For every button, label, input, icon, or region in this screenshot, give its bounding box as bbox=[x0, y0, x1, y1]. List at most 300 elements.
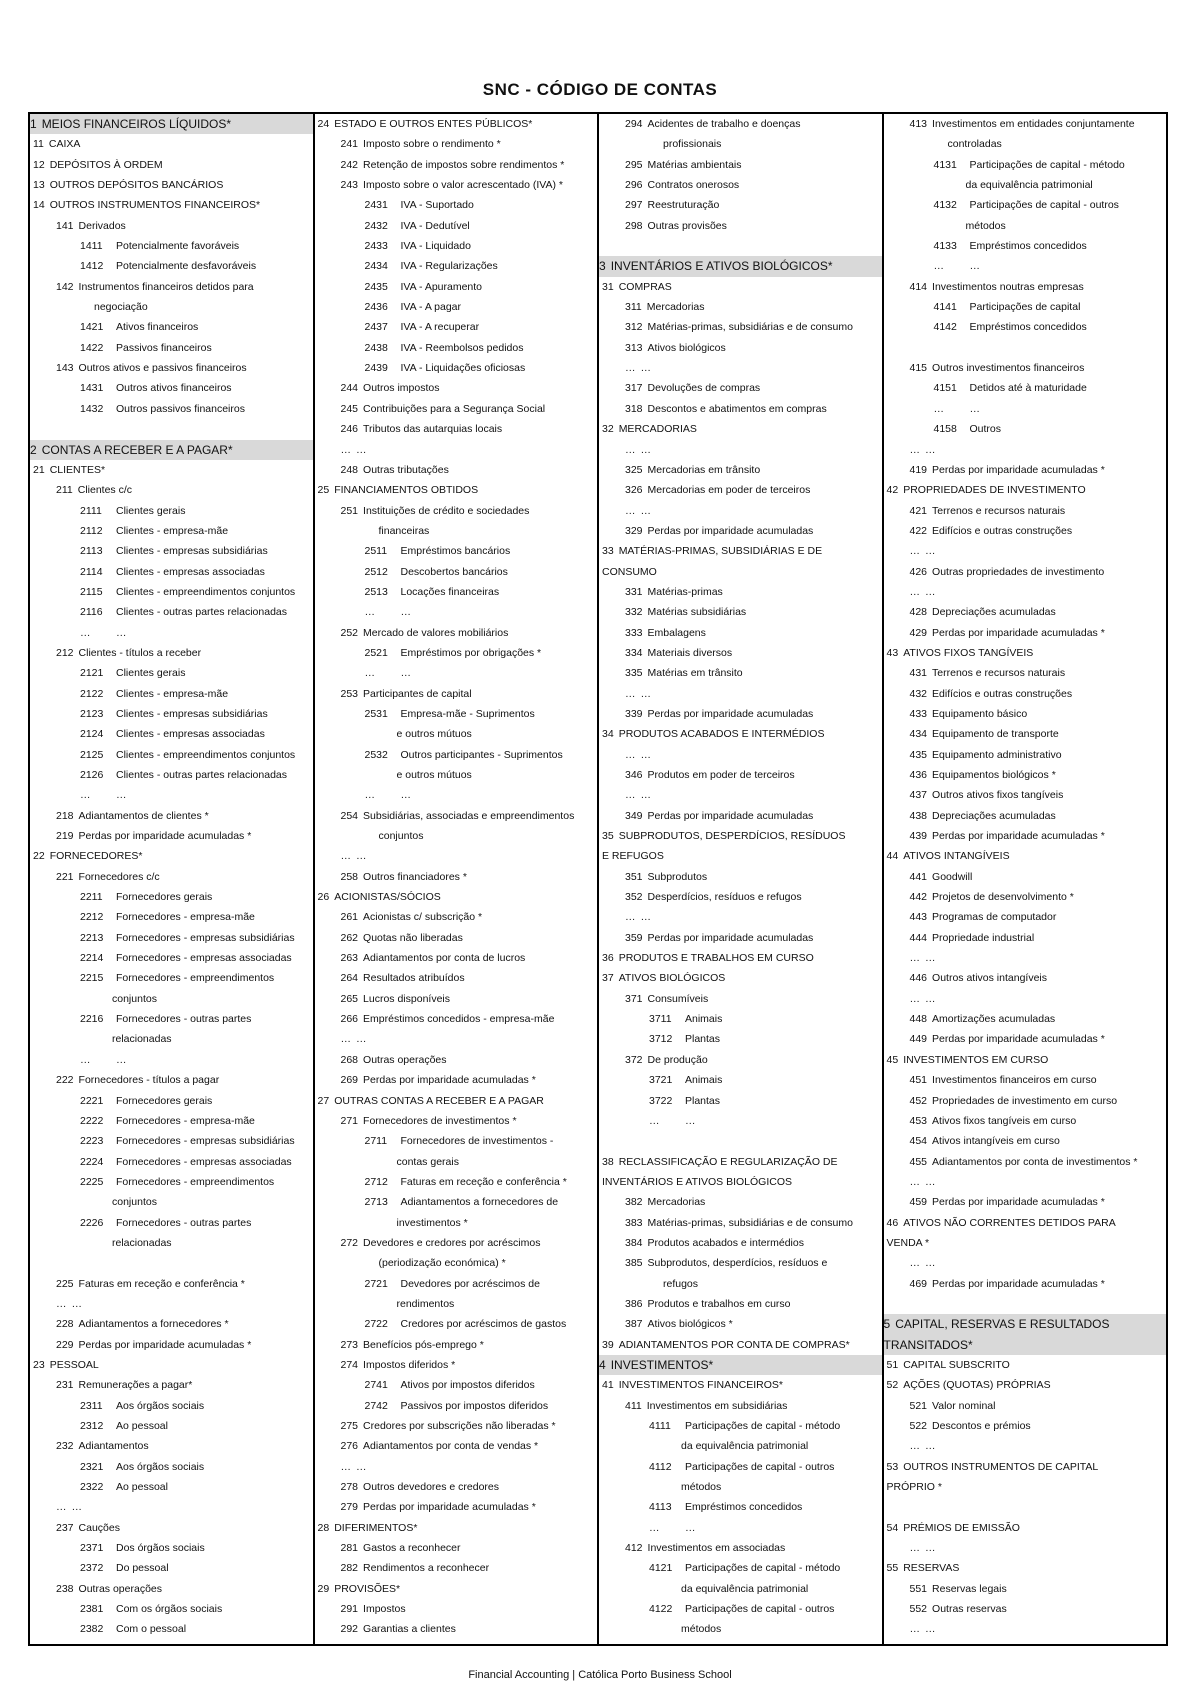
account-code: 231 bbox=[56, 1379, 74, 1392]
account-label: COMPRAS bbox=[618, 280, 672, 293]
account-label: Produtos em poder de terceiros bbox=[647, 769, 795, 781]
account-row bbox=[30, 1070, 313, 1090]
account-label: Tributos das autarquias locais bbox=[363, 423, 503, 436]
account-row bbox=[315, 1599, 598, 1619]
account-label: Clientes - empresas subsidiárias bbox=[116, 545, 268, 558]
account-label: Fornecedores - empresas subsidiárias bbox=[116, 1135, 295, 1148]
account-row bbox=[884, 785, 1167, 805]
account-label: (periodização económica) * bbox=[378, 1257, 506, 1270]
account-label: Fornecedores de investimentos - bbox=[400, 1135, 554, 1148]
account-code: 42 bbox=[886, 484, 899, 497]
account-code: 439 bbox=[909, 830, 928, 843]
account-label: Outras operações bbox=[363, 1053, 447, 1066]
account-code: 2321 bbox=[80, 1460, 104, 1473]
account-code: 4141 bbox=[933, 301, 957, 314]
account-row bbox=[884, 1375, 1167, 1395]
account-row bbox=[599, 704, 882, 724]
account-row bbox=[30, 1375, 313, 1395]
table-column-1 bbox=[30, 114, 313, 1644]
account-code: 2211 bbox=[80, 891, 103, 904]
account-row bbox=[30, 928, 313, 948]
account-code: … bbox=[625, 443, 636, 456]
account-label: Participações de capital - outros bbox=[685, 1603, 835, 1616]
account-row bbox=[599, 1253, 882, 1273]
account-row bbox=[315, 907, 598, 927]
account-row bbox=[599, 1497, 882, 1517]
account-row bbox=[315, 806, 598, 826]
account-label: CAPITAL SUBSCRITO bbox=[903, 1358, 1010, 1371]
account-row bbox=[884, 1294, 1167, 1314]
account-row bbox=[30, 1355, 313, 1375]
account-code: 2224 bbox=[80, 1155, 104, 1168]
account-row bbox=[315, 277, 598, 297]
account-label: PROVISÕES* bbox=[334, 1582, 401, 1595]
account-row bbox=[30, 948, 313, 968]
account-row bbox=[315, 338, 598, 358]
account-label: Locações financeiras bbox=[400, 585, 500, 598]
account-code: 54 bbox=[886, 1521, 899, 1534]
account-label: Reestruturação bbox=[647, 199, 720, 212]
account-code: 2712 bbox=[364, 1175, 388, 1188]
account-row bbox=[30, 1477, 313, 1497]
account-row bbox=[315, 1640, 598, 1644]
account-code: 2722 bbox=[364, 1318, 388, 1331]
account-row bbox=[30, 216, 313, 236]
account-label: Fornecedores - títulos a pagar bbox=[78, 1074, 220, 1087]
account-row bbox=[599, 378, 882, 398]
account-row bbox=[884, 562, 1167, 582]
account-row bbox=[884, 195, 1167, 215]
account-label: Animais bbox=[685, 1074, 723, 1087]
account-label: Adiantamentos a fornecedores de bbox=[400, 1196, 559, 1209]
account-code: 329 bbox=[625, 524, 643, 537]
account-label: IVA - Apuramento bbox=[400, 280, 483, 293]
account-label: Participações de capital - método bbox=[685, 1562, 841, 1575]
account-row bbox=[599, 501, 882, 521]
account-label: Outros ativos financeiros bbox=[116, 382, 232, 395]
account-row bbox=[599, 724, 882, 744]
account-code: 2214 bbox=[80, 952, 104, 965]
account-row bbox=[30, 1396, 313, 1416]
account-row bbox=[884, 1518, 1167, 1538]
account-code: 43 bbox=[886, 646, 899, 659]
account-label: Edifícios e outras construções bbox=[932, 687, 1073, 700]
account-label: Ativos fixos tangíveis em curso bbox=[932, 1114, 1077, 1127]
account-label: … bbox=[400, 789, 411, 802]
account-row bbox=[599, 1640, 882, 1644]
account-label: Perdas por imparidade acumuladas * bbox=[363, 1501, 536, 1514]
account-row bbox=[315, 134, 598, 154]
account-code: 413 bbox=[909, 118, 928, 130]
account-row bbox=[884, 968, 1167, 988]
account-row bbox=[315, 1558, 598, 1578]
account-label: Outros financiadores * bbox=[363, 870, 467, 883]
account-label: Fornecedores - empresa-mãe bbox=[116, 911, 255, 924]
account-code: 273 bbox=[340, 1338, 359, 1351]
account-row bbox=[884, 643, 1167, 663]
account-code: 1432 bbox=[80, 402, 104, 415]
account-label: Fornecedores - empresa-mãe bbox=[116, 1114, 255, 1127]
account-row bbox=[315, 989, 598, 1009]
account-row bbox=[884, 399, 1167, 419]
account-label: … bbox=[925, 585, 936, 598]
account-row bbox=[599, 1457, 882, 1477]
account-code: 2312 bbox=[80, 1420, 104, 1432]
account-row bbox=[315, 114, 598, 134]
account-label: Subprodutos, desperdícios, resíduos e bbox=[647, 1257, 828, 1270]
account-row bbox=[599, 968, 882, 988]
account-label: RECLASSIFICAÇÃO E REGULARIZAÇÃO DE bbox=[618, 1155, 838, 1168]
account-code: 2435 bbox=[364, 280, 388, 293]
account-code: 4151 bbox=[933, 382, 957, 395]
account-label: e outros mútuos bbox=[396, 769, 472, 781]
account-label: OUTRAS CONTAS A RECEBER E A PAGAR bbox=[334, 1094, 544, 1107]
account-code: 27 bbox=[317, 1094, 330, 1107]
account-code: … bbox=[340, 1033, 351, 1046]
account-label: … bbox=[925, 1440, 936, 1453]
account-code: 4 bbox=[599, 1357, 606, 1372]
account-code: 23 bbox=[33, 1358, 45, 1371]
account-row bbox=[884, 541, 1167, 561]
account-code: 2221 bbox=[80, 1094, 104, 1107]
account-code: 295 bbox=[625, 158, 643, 171]
account-row bbox=[884, 1416, 1167, 1436]
account-label: Goodwill bbox=[932, 870, 973, 883]
account-code: 5 bbox=[883, 1317, 891, 1332]
account-code: 422 bbox=[909, 524, 928, 537]
account-label: Adiantamentos por conta de lucros bbox=[363, 952, 526, 965]
account-code: 35 bbox=[602, 830, 614, 843]
account-label: Perdas por imparidade acumuladas * bbox=[932, 1196, 1105, 1209]
account-label: … bbox=[356, 1033, 367, 1046]
account-label: Detidos até à maturidade bbox=[969, 382, 1087, 395]
account-label: Outros passivos financeiros bbox=[116, 402, 245, 415]
account-row bbox=[30, 1497, 313, 1517]
account-label: Fornecedores - empresas associadas bbox=[116, 1155, 292, 1168]
account-code: 436 bbox=[909, 769, 928, 781]
account-code: 352 bbox=[625, 891, 643, 904]
account-label: Outros ativos intangíveis bbox=[932, 972, 1048, 985]
account-label: ATIVOS NÃO CORRENTES DETIDOS PARA bbox=[903, 1216, 1116, 1229]
account-label: Contribuições para a Segurança Social bbox=[363, 402, 546, 415]
account-row bbox=[30, 1538, 313, 1558]
account-label: … bbox=[640, 748, 651, 761]
account-label: Perdas por imparidade acumuladas * bbox=[932, 830, 1105, 843]
account-label: contas gerais bbox=[396, 1155, 459, 1168]
account-row bbox=[884, 1172, 1167, 1192]
account-code: 2531 bbox=[364, 707, 388, 720]
account-label: Investimentos financeiros em curso bbox=[932, 1074, 1097, 1087]
account-row bbox=[30, 765, 313, 785]
account-code: 455 bbox=[909, 1155, 928, 1168]
account-row bbox=[30, 1233, 313, 1253]
account-label: Participações de capital - outros bbox=[685, 1460, 835, 1473]
account-row bbox=[599, 948, 882, 968]
account-row bbox=[599, 399, 882, 419]
account-code: 443 bbox=[909, 911, 928, 924]
account-row bbox=[599, 1335, 882, 1355]
account-row bbox=[315, 623, 598, 643]
account-row bbox=[599, 175, 882, 195]
account-label: INVESTIMENTOS* bbox=[610, 1357, 714, 1372]
account-code: 4132 bbox=[933, 199, 957, 212]
account-code: 437 bbox=[909, 789, 928, 802]
account-row bbox=[599, 480, 882, 500]
account-row bbox=[30, 358, 313, 378]
account-code: 432 bbox=[909, 687, 928, 700]
account-label: conjuntos bbox=[112, 992, 157, 1005]
account-code: 434 bbox=[909, 728, 928, 741]
account-label: Clientes - outras partes relacionadas bbox=[116, 606, 288, 619]
account-code: 29 bbox=[317, 1582, 330, 1595]
account-label: Devoluções de compras bbox=[647, 382, 761, 395]
account-code: … bbox=[364, 667, 375, 680]
account-label: Perdas por imparidade acumuladas * bbox=[932, 1033, 1105, 1046]
account-label: Remunerações a pagar* bbox=[78, 1379, 193, 1392]
account-label: … bbox=[640, 687, 651, 700]
account-row bbox=[30, 562, 313, 582]
account-label: Adiantamentos de clientes * bbox=[78, 809, 209, 822]
account-row bbox=[599, 1213, 882, 1233]
account-code: … bbox=[909, 545, 920, 558]
account-label: VENDA * bbox=[886, 1236, 930, 1249]
account-label: Perdas por imparidade acumuladas bbox=[647, 809, 814, 822]
account-label: ACIONISTAS/SÓCIOS bbox=[334, 891, 441, 904]
account-row bbox=[315, 1396, 598, 1416]
account-label: Perdas por imparidade acumuladas * bbox=[932, 1277, 1105, 1290]
account-code: 218 bbox=[56, 809, 74, 822]
account-code: 386 bbox=[625, 1297, 643, 1310]
account-label: Investimentos em subsidiárias bbox=[646, 1399, 788, 1412]
account-code: 2111 bbox=[80, 504, 102, 517]
account-code: 11 bbox=[33, 138, 44, 151]
account-code: 4158 bbox=[933, 423, 957, 436]
account-row bbox=[315, 785, 598, 805]
account-code bbox=[649, 1640, 679, 1644]
account-row bbox=[599, 541, 882, 561]
account-row bbox=[315, 419, 598, 439]
account-code: 225 bbox=[56, 1277, 74, 1290]
account-row bbox=[315, 765, 598, 785]
account-code: 2124 bbox=[80, 728, 104, 741]
account-code: … bbox=[340, 850, 351, 863]
account-label: Clientes gerais bbox=[116, 504, 186, 517]
account-label: Acionistas c/ subscrição * bbox=[363, 911, 483, 924]
account-code: 2213 bbox=[80, 931, 104, 944]
account-row bbox=[315, 1192, 598, 1212]
table-column-4 bbox=[882, 114, 1167, 1644]
account-row bbox=[30, 1111, 313, 1131]
account-label: Cauções bbox=[78, 1521, 120, 1534]
account-row bbox=[30, 1558, 313, 1578]
account-label: Derivados bbox=[78, 219, 126, 232]
account-row bbox=[884, 1050, 1167, 1070]
account-row bbox=[30, 155, 313, 175]
account-label: IVA - Reembolsos pedidos bbox=[400, 341, 524, 354]
account-row bbox=[315, 297, 598, 317]
account-code: 53 bbox=[886, 1460, 899, 1473]
account-code: 4113 bbox=[649, 1501, 672, 1514]
account-code: 229 bbox=[56, 1338, 74, 1351]
account-code: 51 bbox=[886, 1358, 899, 1371]
account-label: … bbox=[640, 362, 651, 375]
account-code: 46 bbox=[886, 1216, 899, 1229]
account-code: 311 bbox=[625, 301, 642, 314]
account-label: ESTADO E OUTROS ENTES PÚBLICOS* bbox=[334, 118, 533, 130]
account-row bbox=[30, 277, 313, 297]
account-row bbox=[315, 1436, 598, 1456]
account-label: RESERVAS bbox=[903, 1562, 960, 1575]
account-label: OUTROS INSTRUMENTOS FINANCEIROS* bbox=[49, 199, 261, 212]
account-row bbox=[30, 1050, 313, 1070]
account-label: FORNECEDORES* bbox=[49, 850, 143, 863]
account-row bbox=[599, 989, 882, 1009]
account-label: Terrenos e recursos naturais bbox=[932, 667, 1066, 680]
account-row bbox=[30, 724, 313, 744]
account-label: Contratos onerosos bbox=[647, 179, 740, 192]
account-code: 325 bbox=[625, 463, 643, 476]
account-row bbox=[599, 297, 882, 317]
account-label: … bbox=[640, 911, 651, 924]
account-code: 2512 bbox=[364, 565, 388, 578]
account-code: 521 bbox=[909, 1399, 928, 1412]
account-row bbox=[30, 399, 313, 419]
account-code: 444 bbox=[909, 931, 928, 944]
account-code: … bbox=[909, 1623, 920, 1636]
account-row bbox=[315, 704, 598, 724]
account-code: 275 bbox=[340, 1420, 359, 1432]
account-row bbox=[30, 1192, 313, 1212]
account-label: Fornecedores gerais bbox=[116, 1094, 213, 1107]
account-row bbox=[599, 1477, 882, 1497]
account-code: 428 bbox=[909, 606, 928, 619]
account-code: 453 bbox=[909, 1114, 928, 1127]
account-row bbox=[884, 358, 1167, 378]
account-label: Valor nominal bbox=[932, 1399, 996, 1412]
account-row bbox=[30, 887, 313, 907]
account-label: rendimentos bbox=[396, 1297, 455, 1310]
account-row bbox=[599, 216, 882, 236]
account-row bbox=[315, 1457, 598, 1477]
account-code: 1412 bbox=[80, 260, 104, 273]
account-code: … bbox=[933, 402, 944, 415]
account-label: Resultados atribuídos bbox=[363, 972, 465, 985]
account-row bbox=[30, 175, 313, 195]
account-row bbox=[315, 745, 598, 765]
account-row bbox=[30, 460, 313, 480]
account-label: métodos bbox=[965, 219, 1006, 232]
account-label: ATIVOS FIXOS TANGÍVEIS bbox=[903, 646, 1034, 659]
account-code: 291 bbox=[340, 1603, 359, 1616]
account-code: 332 bbox=[625, 606, 643, 619]
account-label: Faturas em receção e conferência * bbox=[78, 1277, 245, 1290]
account-row bbox=[599, 114, 882, 134]
account-label: … bbox=[685, 1114, 696, 1127]
account-row bbox=[30, 378, 313, 398]
account-code: 2116 bbox=[80, 606, 103, 619]
account-label: Propriedades de investimento em curso bbox=[932, 1094, 1118, 1107]
account-row bbox=[884, 948, 1167, 968]
account-code: 269 bbox=[340, 1074, 359, 1087]
account-row bbox=[884, 928, 1167, 948]
account-label: Gastos a reconhecer bbox=[363, 1542, 461, 1555]
account-row bbox=[599, 846, 882, 866]
account-row bbox=[599, 1152, 882, 1172]
account-row bbox=[599, 419, 882, 439]
account-label: … bbox=[116, 789, 127, 802]
account-label: Credores por subscrições não liberadas * bbox=[363, 1420, 556, 1432]
account-label: Terrenos e recursos naturais bbox=[932, 504, 1066, 517]
account-label: Perdas por imparidade acumuladas * bbox=[932, 626, 1105, 639]
account-code: 4131 bbox=[933, 158, 957, 171]
account-label: … bbox=[71, 1297, 82, 1310]
account-code: 31 bbox=[602, 280, 614, 293]
account-row bbox=[884, 663, 1167, 683]
account-code: 2511 bbox=[364, 545, 388, 558]
account-row bbox=[30, 867, 313, 887]
account-label: Outros ativos e passivos financeiros bbox=[78, 362, 247, 375]
account-code: 297 bbox=[625, 199, 643, 212]
account-code: 232 bbox=[56, 1440, 74, 1453]
account-label: IVA - Suportado bbox=[400, 199, 474, 212]
account-code: 45 bbox=[886, 1053, 899, 1066]
account-row bbox=[315, 1050, 598, 1070]
account-label: … bbox=[969, 402, 980, 415]
account-label: Perdas por imparidade acumuladas * bbox=[363, 1074, 536, 1087]
account-label: Outras reservas bbox=[932, 1603, 1007, 1616]
account-code: 237 bbox=[56, 1521, 74, 1534]
account-row bbox=[30, 1274, 313, 1294]
account-label: Descontos e prémios bbox=[932, 1420, 1031, 1432]
account-row bbox=[315, 1619, 598, 1639]
account-label: MEIOS FINANCEIROS LÍQUIDOS* bbox=[41, 117, 232, 131]
account-label: Matérias subsidiárias bbox=[647, 606, 747, 619]
account-code: 282 bbox=[340, 1562, 359, 1575]
account-row bbox=[599, 826, 882, 846]
account-label: … bbox=[685, 1521, 696, 1534]
account-label: Equipamento administrativo bbox=[932, 748, 1062, 761]
account-row bbox=[315, 1477, 598, 1497]
account-label: … bbox=[925, 1623, 936, 1636]
account-label: Outros ativos fixos tangíveis bbox=[932, 789, 1064, 802]
account-row bbox=[30, 1457, 313, 1477]
account-code: 414 bbox=[909, 280, 928, 293]
account-code: 441 bbox=[909, 870, 928, 883]
account-label: Investimentos em associadas bbox=[647, 1542, 786, 1555]
account-code: 263 bbox=[340, 952, 359, 965]
account-row bbox=[884, 826, 1167, 846]
account-row bbox=[315, 155, 598, 175]
account-row bbox=[884, 501, 1167, 521]
account-label: … bbox=[640, 789, 651, 802]
account-label: Depreciações acumuladas bbox=[932, 809, 1056, 822]
account-label: Passivos financeiros bbox=[116, 341, 212, 354]
account-label: Desperdícios, resíduos e refugos bbox=[647, 891, 802, 904]
account-label: Outros bbox=[969, 423, 1002, 436]
account-label: Fornecedores - empreendimentos bbox=[116, 972, 275, 985]
account-code: 522 bbox=[909, 1420, 928, 1432]
account-code: 2434 bbox=[364, 260, 388, 273]
account-code: 2121 bbox=[80, 667, 104, 680]
account-row bbox=[884, 1396, 1167, 1416]
account-code: 435 bbox=[909, 748, 928, 761]
account-row bbox=[884, 114, 1167, 134]
account-row bbox=[30, 521, 313, 541]
section-header bbox=[599, 1355, 882, 1375]
account-code: … bbox=[80, 1053, 91, 1066]
account-label: PROPRIEDADES DE INVESTIMENTO bbox=[903, 484, 1086, 497]
account-code: 142 bbox=[56, 280, 74, 293]
